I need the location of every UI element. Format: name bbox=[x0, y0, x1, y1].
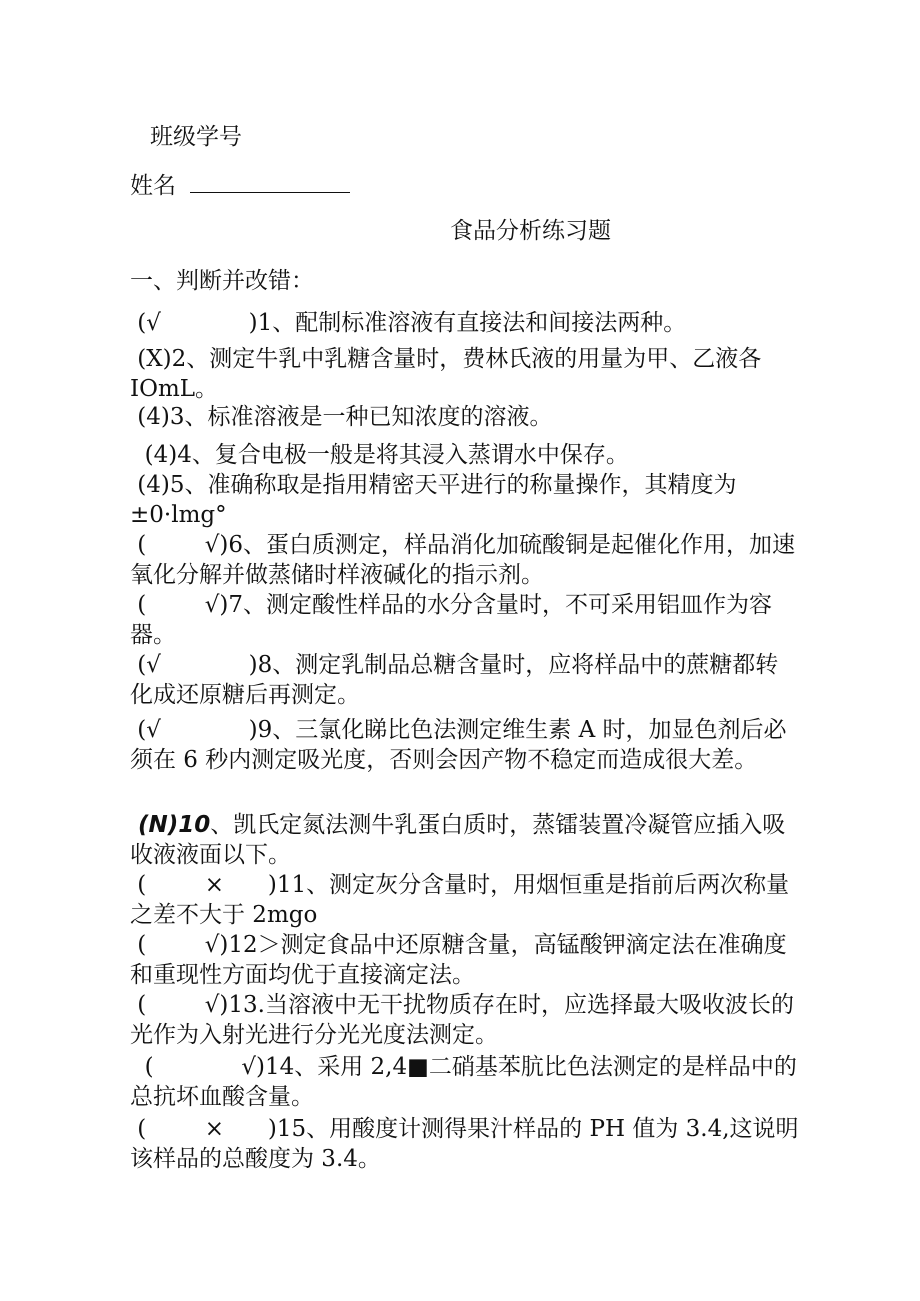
question-text: 13.当溶液中无干扰物质存在时，应选择最大吸收波长的光作为入射光进行分光光度法测定。 bbox=[130, 992, 794, 1048]
question-item bbox=[130, 870, 800, 930]
question-item bbox=[130, 530, 800, 590]
section-heading: 一、判断并改错： bbox=[130, 268, 314, 294]
answer-mark: (√ ) bbox=[130, 652, 258, 678]
question-text: 5、准确称取是指用精密天平进行的称量操作，其精度为±0·lmg° bbox=[130, 472, 737, 528]
name-row bbox=[130, 170, 350, 201]
answer-mark: ( √) bbox=[130, 992, 229, 1018]
question-item bbox=[130, 715, 800, 775]
question-text: 2、测定牛乳中乳糖含量时，费林氏液的用量为甲、乙液各 IOmL。 bbox=[130, 346, 762, 402]
answer-mark: (4) bbox=[130, 442, 178, 468]
page-title: 食品分析练习题 bbox=[450, 218, 611, 244]
question-text: 7、测定酸性样品的水分含量时，不可采用铝皿作为容器。 bbox=[130, 592, 773, 648]
class-number-label: 班级学号 bbox=[150, 124, 242, 150]
name-blank-line bbox=[190, 170, 350, 193]
question-text: 3、标准溶液是一种已知浓度的溶液。 bbox=[169, 404, 553, 430]
answer-mark: (√ ) bbox=[130, 310, 258, 336]
question-text: 9、三氯化睇比色法测定维生素 A 时，加显色剂后必须在 6 秒内测定吸光度，否则会因产物不稳定而造成很大差。 bbox=[130, 717, 787, 773]
question-text: 14、采用 2,4■二硝基苯肮比色法测定的是样品中的总抗坏血酸含量。 bbox=[130, 1054, 797, 1110]
question-item bbox=[130, 344, 800, 404]
answer-mark: (√ ) bbox=[130, 717, 258, 743]
question-item bbox=[130, 1114, 800, 1174]
answer-mark: (4) bbox=[130, 404, 170, 430]
question-text: 、凯氏定氮法测牛乳蛋白质时，蒸镭装置冷凝管应插入吸收液液面以下。 bbox=[130, 812, 786, 868]
answer-mark: (N)10 bbox=[130, 812, 211, 838]
name-label: 姓名 bbox=[130, 173, 176, 199]
answer-mark: ( × ) bbox=[130, 872, 277, 898]
answer-mark: ( √) bbox=[130, 592, 229, 618]
question-item bbox=[130, 990, 800, 1050]
question-item bbox=[130, 470, 800, 530]
question-item bbox=[130, 402, 800, 432]
answer-mark: (4) bbox=[130, 472, 170, 498]
answer-mark: ( × ) bbox=[130, 1116, 277, 1142]
question-text: 12＞测定食品中还原糖含量，高锰酸钾滴定法在准确度和重现性方面均优于直接滴定法。 bbox=[130, 932, 787, 988]
question-text: 15、用酸度计测得果汁样品的 PH 值为 3.4,这说明该样品的总酸度为 3.4。 bbox=[130, 1116, 799, 1172]
question-text: 11、测定灰分含量时，用烟恒重是指前后两次称量之差不大于 2mgo bbox=[130, 872, 790, 928]
question-item bbox=[130, 930, 800, 990]
question-item bbox=[130, 590, 800, 650]
answer-mark: (X) bbox=[130, 346, 172, 372]
question-text: 8、测定乳制品总糖含量时，应将样品中的蔗糖都转化成还原糖后再测定。 bbox=[130, 652, 779, 708]
question-item bbox=[130, 650, 800, 710]
answer-mark: ( √) bbox=[130, 532, 229, 558]
question-item bbox=[130, 810, 800, 870]
question-item bbox=[130, 308, 800, 338]
question-text: 6、蛋白质测定，样品消化加硫酸铜是起催化作用，加速氧化分解并做蒸储时样液碱化的指示剂。 bbox=[130, 532, 796, 588]
answer-mark: ( √) bbox=[130, 1054, 265, 1080]
question-text: 1、配制标准溶液有直接法和间接法两种。 bbox=[257, 310, 687, 336]
question-item bbox=[130, 440, 800, 470]
question-item bbox=[130, 1052, 800, 1112]
question-text: 4、复合电极一般是将其浸入蒸谓水中保存。 bbox=[177, 442, 629, 468]
answer-mark: ( √) bbox=[130, 932, 229, 958]
